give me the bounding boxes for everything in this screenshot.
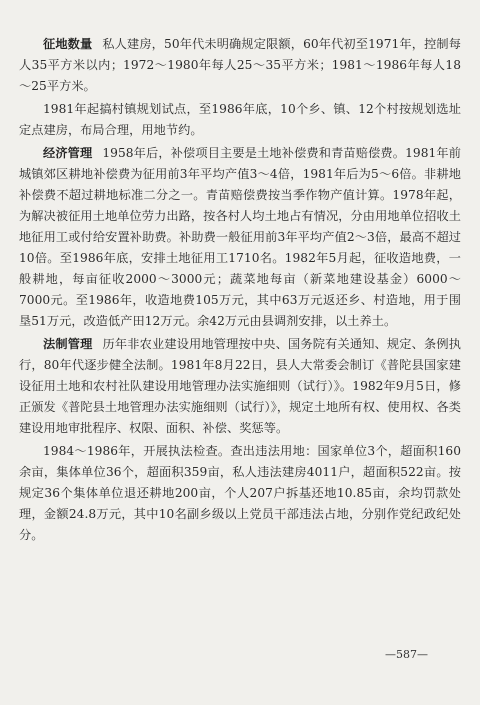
paragraph-law-enforcement [19,441,461,546]
paragraph-text: 1958年后，补偿项目主要是土地补偿费和青苗赔偿费。1981年前城镇郊区耕地补偿费为征用前3年平均产值3～4倍，1981年后为5～6倍。非耕地补偿费不超过耕地标准二分之一。青苗赔偿费按当季作物产值计算。1978年起，为解决被征用土地单位劳力出路，按各村人均土地占有情况，分由用地单位招收土地征用工或付给安置补助费。补助费一般征用前3年平均产值2～3倍，最高不超过10倍。至1986年底，安排土地征用工1710名。1982年5月起，征收造地费，一般耕地，每亩征收2000～3000元；蔬菜地每亩（新菜地建设基金）6000～7000元。至1986年，收造地费105万元，其中63万元返还乡、村造地，用于围垦51万元，改造低产田12万元。余42万元由县调剂安排，以土养土。 [19,146,461,328]
paragraph-legal-management [19,334,461,439]
paragraph-text: 1981年起搞村镇规划试点，至1986年底，10个乡、镇、12个村按规划选址定点建房，布局合理，用地节约。 [19,102,461,137]
paragraph-text: 1984～1986年，开展执法检查。查出违法用地：国家单位3个，超面积160余亩，集体单位36个，超面积359亩，私人违法建房4011户，超面积522亩。按规定36个集体单位退还耕地200亩，个人207户拆基还地10.85亩，余均罚款处理，金额24.8万元，其中10名副乡级以上党员干部违法占地，分别作党纪政纪处分。 [19,444,461,542]
section-heading: 法制管理 [43,337,93,351]
section-heading: 征地数量 [43,37,93,51]
page-number: —587— [385,648,428,661]
paragraph-text: 私人建房，50年代未明确规定限额，60年代初至1971年，控制每人35平方米以内；1972～1980年每人25～35平方米；1981～1986年每人18～25平方米。 [19,37,461,93]
paragraph-economic-management [19,143,461,332]
paragraph-text: 历年非农业建设用地管理按中央、国务院有关通知、规定、条例执行，80年代逐步健全法制。1981年8月22日，县人大常委会制订《普陀县国家建设征用土地和农村社队建设用地管理办法实施细则（试行）》。1982年9月5日，修正颁发《普陀县土地管理办法实施细则（试行）》，规定土地所有权、使用权、各类建设用地审批程序、权限、面积、补偿、奖惩等。 [19,337,462,435]
body-text [19,34,461,548]
paragraph-village-planning [19,99,461,141]
section-heading: 经济管理 [43,146,93,160]
paragraph-land-quantity [19,34,461,97]
